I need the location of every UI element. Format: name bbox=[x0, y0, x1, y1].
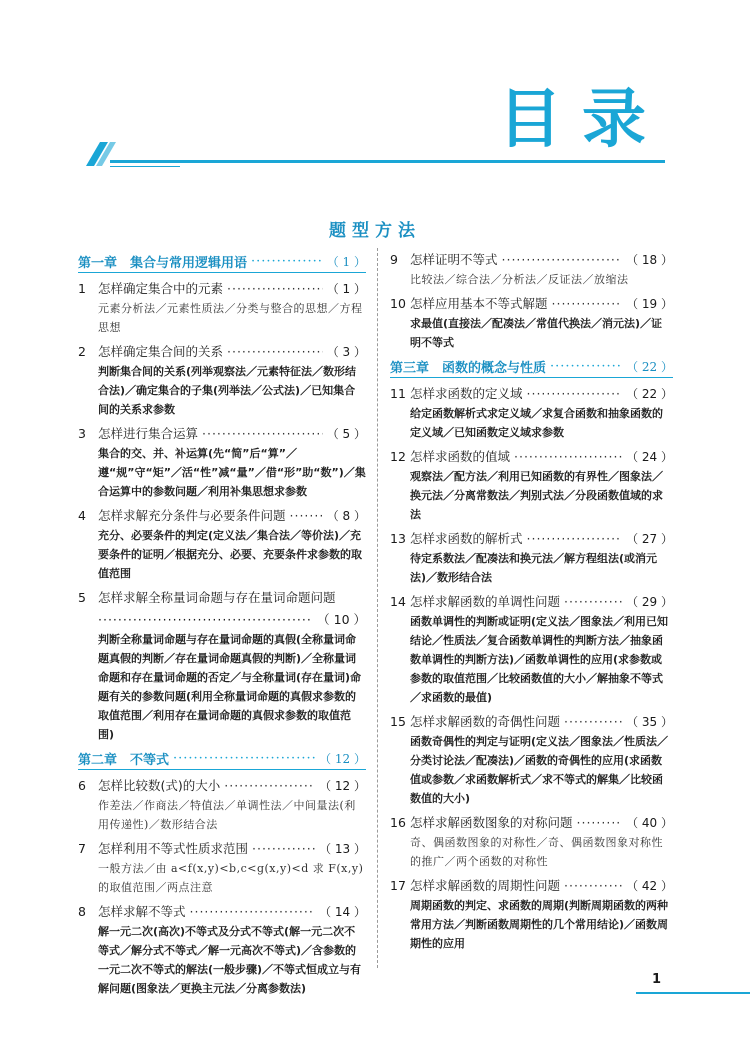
entry-page-ref: （ 8 ） bbox=[326, 508, 366, 523]
chapter-heading[interactable] bbox=[390, 355, 673, 378]
toc-entry[interactable] bbox=[78, 900, 366, 922]
entry-number: 17 bbox=[390, 877, 406, 893]
toc-entry[interactable] bbox=[78, 340, 366, 362]
column-divider bbox=[377, 248, 378, 968]
leader-dots bbox=[527, 531, 623, 546]
entry-number: 7 bbox=[78, 840, 86, 856]
entry-page-ref: （ 10 ） bbox=[317, 612, 366, 627]
page-title: 目录 bbox=[498, 83, 666, 157]
entry-number: 14 bbox=[390, 593, 406, 609]
leader-dots bbox=[514, 449, 622, 464]
entry-page-ref: （ 29 ） bbox=[626, 594, 673, 609]
entry-title: 怎样求解函数的奇偶性问题 bbox=[410, 714, 561, 729]
entry-number: 5 bbox=[78, 589, 86, 605]
entry-title: 怎样进行集合运算 bbox=[98, 426, 199, 441]
entry-title: 怎样求解函数图象的对称问题 bbox=[410, 815, 573, 830]
entry-title: 怎样求解函数的周期性问题 bbox=[410, 878, 561, 893]
entry-title: 怎样确定集合间的关系 bbox=[98, 344, 224, 359]
footer-rule bbox=[636, 992, 750, 994]
header-rule bbox=[110, 160, 665, 163]
leader-dots bbox=[502, 252, 623, 267]
toc-entry[interactable] bbox=[390, 874, 673, 896]
leader-dots bbox=[564, 714, 622, 729]
entry-number: 8 bbox=[78, 903, 86, 919]
entry-page-ref: （ 3 ） bbox=[326, 344, 366, 359]
entry-description: 判断集合间的关系(列举观察法／元素特征法／数形结合法)／确定集合的子集(列举法／公式法)／已知集合间的关系求参数 bbox=[98, 365, 357, 416]
page-number: 1 bbox=[652, 972, 662, 987]
leader-dots bbox=[564, 878, 622, 893]
entry-description: 奇、偶函数图象的对称性／奇、偶函数图象对称性的推广／两个函数的对称性 bbox=[410, 836, 663, 868]
toc-entry[interactable] bbox=[390, 590, 673, 612]
entry-page-ref: （ 12 ） bbox=[319, 778, 366, 793]
entry-page-ref: （ 24 ） bbox=[626, 449, 673, 464]
entry-number: 11 bbox=[390, 385, 406, 401]
toc-entry[interactable] bbox=[78, 774, 366, 796]
entry-description: 待定系数法／配凑法和换元法／解方程组法(或消元法)／数形结合法 bbox=[410, 552, 658, 584]
entry-description: 解一元二次(高次)不等式及分式不等式(解一元二次不等式／解分式不等式／解一元高次不等式)／含参数的一元二次不等式的解法(一般步骤)／不等式恒成立与有解问题(图象法／更换主元法／分离参数法) bbox=[98, 925, 362, 995]
chapter-title: 第三章 函数的概念与性质 bbox=[390, 360, 547, 376]
entry-page-ref: （ 14 ） bbox=[319, 904, 366, 919]
entry-description: 比较法／综合法／分析法／反证法／放缩法 bbox=[410, 273, 629, 286]
entry-title: 怎样利用不等式性质求范围 bbox=[98, 841, 249, 856]
toc-entry[interactable] bbox=[390, 445, 673, 467]
toc-entry[interactable] bbox=[78, 422, 366, 444]
chapter-page-ref: （ 1 ） bbox=[326, 254, 366, 269]
entry-description: 求最值(直接法／配凑法／常值代换法／消元法)／证明不等式 bbox=[410, 317, 663, 349]
chapter-page-ref: （ 12 ） bbox=[319, 751, 366, 766]
entry-description: 判断全称量词命题与存在量词命题的真假(全称量词命题真假的判断／存在量词命题真假的判断)／全称量词命题和存在量词命题的否定／与全称量词(存在量词)命题有关的参数问题(利用全称量词命题的真假求参数的取值范围／利用存在量词命题的真假求参数的取值范围) bbox=[98, 633, 362, 741]
entry-description: 函数单调性的判断或证明(定义法／图象法／利用已知结论／性质法／复合函数单调性的判断方法／抽象函数单调性的判断方法)／函数单调性的应用(求参数或参数的取值范围／比较函数值的大小／解抽象不等式／求函数的最值) bbox=[410, 615, 669, 704]
entry-page-ref: （ 40 ） bbox=[626, 815, 673, 830]
entry-page-ref: （ 18 ） bbox=[626, 252, 673, 267]
entry-title: 怎样求解不等式 bbox=[98, 904, 186, 919]
entry-description: 充分、必要条件的判定(定义法／集合法／等价法)／充要条件的证明／根据充分、必要、充要条件求参数的取值范围 bbox=[98, 529, 362, 580]
leader-dots bbox=[202, 426, 323, 441]
leader-dots bbox=[527, 386, 623, 401]
toc-entry-continuation[interactable] bbox=[78, 608, 366, 630]
leader-dots bbox=[227, 281, 323, 296]
entry-description: 元素分析法／元素性质法／分类与整合的思想／方程思想 bbox=[98, 302, 363, 334]
toc-column-right bbox=[390, 248, 673, 956]
entry-number: 2 bbox=[78, 343, 86, 359]
entry-page-ref: （ 42 ） bbox=[626, 878, 673, 893]
toc-entry[interactable] bbox=[390, 292, 673, 314]
entry-title: 怎样求函数的值域 bbox=[410, 449, 511, 464]
entry-number: 6 bbox=[78, 777, 86, 793]
toc-entry[interactable] bbox=[390, 811, 673, 833]
toc-entry[interactable] bbox=[390, 710, 673, 732]
entry-title: 怎样求解充分条件与必要条件问题 bbox=[98, 508, 286, 523]
leader-dots bbox=[227, 344, 323, 359]
entry-number: 4 bbox=[78, 507, 86, 523]
toc-entry[interactable] bbox=[78, 277, 366, 299]
leader-dots bbox=[552, 296, 623, 311]
leader-dots bbox=[251, 254, 323, 269]
entry-page-ref: （ 1 ） bbox=[326, 281, 366, 296]
leader-dots bbox=[564, 594, 622, 609]
leader-dots bbox=[224, 778, 315, 793]
entry-title: 怎样比较数(式)的大小 bbox=[98, 778, 221, 793]
entry-number: 15 bbox=[390, 713, 406, 729]
entry-page-ref: （ 13 ） bbox=[319, 841, 366, 856]
toc-entry[interactable] bbox=[390, 527, 673, 549]
entry-description: 一般方法／由 a<f(x,y)<b,c<g(x,y)<d 求 F(x,y) 的取值范围／两点注意 bbox=[98, 862, 364, 894]
entry-description: 观察法／配方法／利用已知函数的有界性／图象法／换元法／分离常数法／判别式法／分段函数值域的求法 bbox=[410, 470, 663, 521]
toc-entry[interactable] bbox=[78, 586, 366, 608]
entry-number: 10 bbox=[390, 295, 406, 311]
entry-title: 怎样求函数的定义域 bbox=[410, 386, 523, 401]
entry-number: 12 bbox=[390, 448, 406, 464]
leader-dots bbox=[550, 359, 622, 374]
chapter-page-ref: （ 22 ） bbox=[626, 359, 673, 374]
entry-page-ref: （ 27 ） bbox=[626, 531, 673, 546]
toc-entry[interactable] bbox=[390, 382, 673, 404]
toc-entry[interactable] bbox=[78, 504, 366, 526]
leader-dots bbox=[252, 841, 315, 856]
chapter-title: 第二章 不等式 bbox=[78, 752, 170, 768]
leader-dots bbox=[190, 904, 316, 919]
toc-entry[interactable] bbox=[390, 248, 673, 270]
entry-number: 1 bbox=[78, 280, 86, 296]
entry-page-ref: （ 22 ） bbox=[626, 386, 673, 401]
entry-page-ref: （ 35 ） bbox=[626, 714, 673, 729]
entry-title: 怎样确定集合中的元素 bbox=[98, 281, 224, 296]
toc-column-left bbox=[78, 248, 366, 1001]
entry-description: 函数奇偶性的判定与证明(定义法／图象法／性质法／分类讨论法／配凑法)／函数的奇偶性的应用(求函数值或参数／求函数解析式／求不等式的解集／比较函数值的大小) bbox=[410, 735, 669, 805]
entry-title: 怎样求函数的解析式 bbox=[410, 531, 523, 546]
section-subtitle: 题型方法 bbox=[329, 221, 421, 241]
entry-number: 13 bbox=[390, 530, 406, 546]
chapter-heading[interactable] bbox=[78, 250, 366, 273]
entry-number: 16 bbox=[390, 814, 406, 830]
leader-dots bbox=[98, 612, 313, 627]
entry-page-ref: （ 5 ） bbox=[326, 426, 366, 441]
entry-title: 怎样求解全称量词命题与存在量词命题问题 bbox=[98, 590, 336, 605]
toc-entry[interactable] bbox=[78, 837, 366, 859]
entry-number: 9 bbox=[390, 251, 398, 267]
chapter-heading[interactable] bbox=[78, 747, 366, 770]
entry-description: 作差法／作商法／特值法／单调性法／中间量法(利用传递性)／数形结合法 bbox=[98, 799, 356, 831]
entry-page-ref: （ 19 ） bbox=[626, 296, 673, 311]
leader-dots bbox=[577, 815, 623, 830]
entry-number: 3 bbox=[78, 425, 86, 441]
entry-description: 给定函数解析式求定义域／求复合函数和抽象函数的定义域／已知函数定义域求参数 bbox=[410, 407, 663, 439]
entry-title: 怎样求解函数的单调性问题 bbox=[410, 594, 561, 609]
entry-description: 集合的交、并、补运算(先“简”后“算”／遵“规”守“矩”／活“性”减“量”／借“形”助“数”)／集合运算中的参数问题／利用补集思想求参数 bbox=[98, 447, 366, 498]
entry-title: 怎样应用基本不等式解题 bbox=[410, 296, 548, 311]
entry-description: 周期函数的判定、求函数的周期(判断周期函数的两种常用方法／判断函数周期性的几个常用结论)／函数周期性的应用 bbox=[410, 899, 669, 950]
header-rule-short bbox=[110, 166, 180, 167]
leader-dots bbox=[290, 508, 323, 523]
chapter-title: 第一章 集合与常用逻辑用语 bbox=[78, 255, 248, 271]
entry-title: 怎样证明不等式 bbox=[410, 252, 498, 267]
leader-dots bbox=[173, 751, 315, 766]
